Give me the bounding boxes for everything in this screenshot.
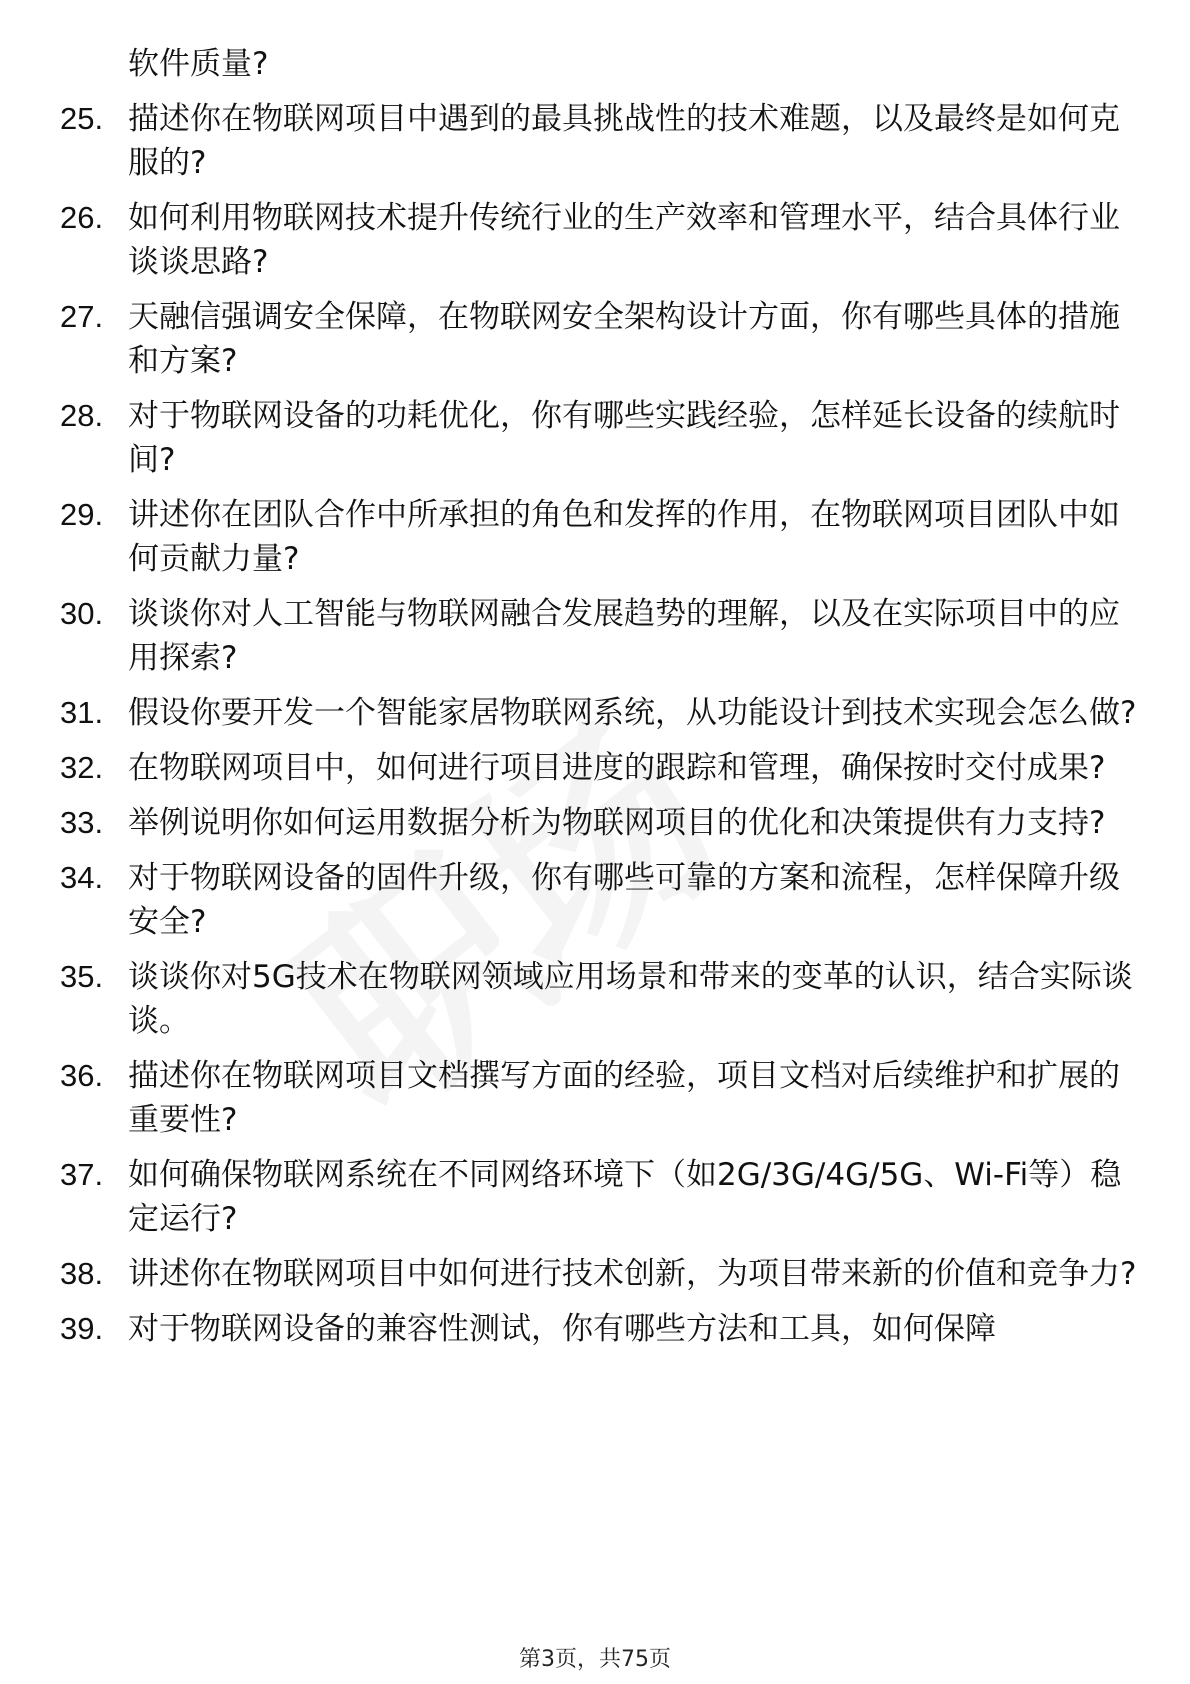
list-item [60, 1153, 1140, 1241]
list-item [60, 746, 1140, 790]
list-item [60, 394, 1140, 482]
list-item [60, 592, 1140, 680]
list-item [60, 196, 1140, 284]
question-text: 讲述你在物联网项目中如何进行技术创新，为项目带来新的价值和竞争力? [128, 1256, 1137, 1292]
question-number: 39. [60, 1311, 104, 1346]
question-number: 26. [60, 200, 104, 235]
question-text: 谈谈你对人工智能与物联网融合发展趋势的理解，以及在实际项目中的应用探索? [128, 596, 1120, 676]
question-number: 30. [60, 596, 104, 631]
question-number: 25. [60, 101, 104, 136]
list-item [60, 801, 1140, 845]
question-text: 在物联网项目中，如何进行项目进度的跟踪和管理，确保按时交付成果? [128, 750, 1106, 786]
question-number: 28. [60, 398, 104, 433]
list-item [60, 691, 1140, 735]
question-text: 谈谈你对5G技术在物联网领域应用场景和带来的变革的认识，结合实际谈谈。 [128, 959, 1133, 1039]
question-text: 天融信强调安全保障，在物联网安全架构设计方面，你有哪些具体的措施和方案? [128, 299, 1120, 379]
list-item [60, 955, 1140, 1043]
question-text: 对于物联网设备的固件升级，你有哪些可靠的方案和流程，怎样保障升级安全? [128, 860, 1120, 940]
question-text: 如何确保物联网系统在不同网络环境下（如2G/3G/4G/5G、Wi-Fi等）稳定运行? [128, 1157, 1122, 1237]
question-text: 讲述你在团队合作中所承担的角色和发挥的作用，在物联网项目团队中如何贡献力量? [128, 497, 1120, 577]
question-number: 29. [60, 497, 104, 532]
question-number: 34. [60, 860, 104, 895]
list-item [60, 1307, 1140, 1351]
question-text: 对于物联网设备的兼容性测试，你有哪些方法和工具，如何保障 [128, 1311, 996, 1347]
question-text: 举例说明你如何运用数据分析为物联网项目的优化和决策提供有力支持? [128, 805, 1106, 841]
question-number: 37. [60, 1157, 104, 1192]
list-item [60, 97, 1140, 185]
question-number: 36. [60, 1058, 104, 1093]
question-number: 38. [60, 1256, 104, 1291]
question-number: 33. [60, 805, 104, 840]
question-text: 如何利用物联网技术提升传统行业的生产效率和管理水平，结合具体行业谈谈思路? [128, 200, 1120, 280]
question-number: 35. [60, 959, 104, 994]
list-item [60, 856, 1140, 944]
question-text: 对于物联网设备的功耗优化，你有哪些实践经验，怎样延长设备的续航时间? [128, 398, 1120, 478]
list-item-continuation [60, 42, 1140, 86]
page-footer: 第3页，共75页 [519, 1647, 671, 1672]
question-number: 27. [60, 299, 104, 334]
question-text: 描述你在物联网项目中遇到的最具挑战性的技术难题，以及最终是如何克服的? [128, 101, 1120, 181]
question-number: 31. [60, 695, 104, 730]
list-item [60, 493, 1140, 581]
question-list [60, 42, 1140, 1362]
list-item [60, 1054, 1140, 1142]
question-text: 描述你在物联网项目文档撰写方面的经验，项目文档对后续维护和扩展的重要性? [128, 1058, 1120, 1138]
list-item [60, 1252, 1140, 1296]
question-number: 32. [60, 750, 104, 785]
question-continuation-text: 软件质量? [128, 46, 269, 82]
question-text: 假设你要开发一个智能家居物联网系统，从功能设计到技术实现会怎么做? [128, 695, 1137, 731]
list-item [60, 295, 1140, 383]
